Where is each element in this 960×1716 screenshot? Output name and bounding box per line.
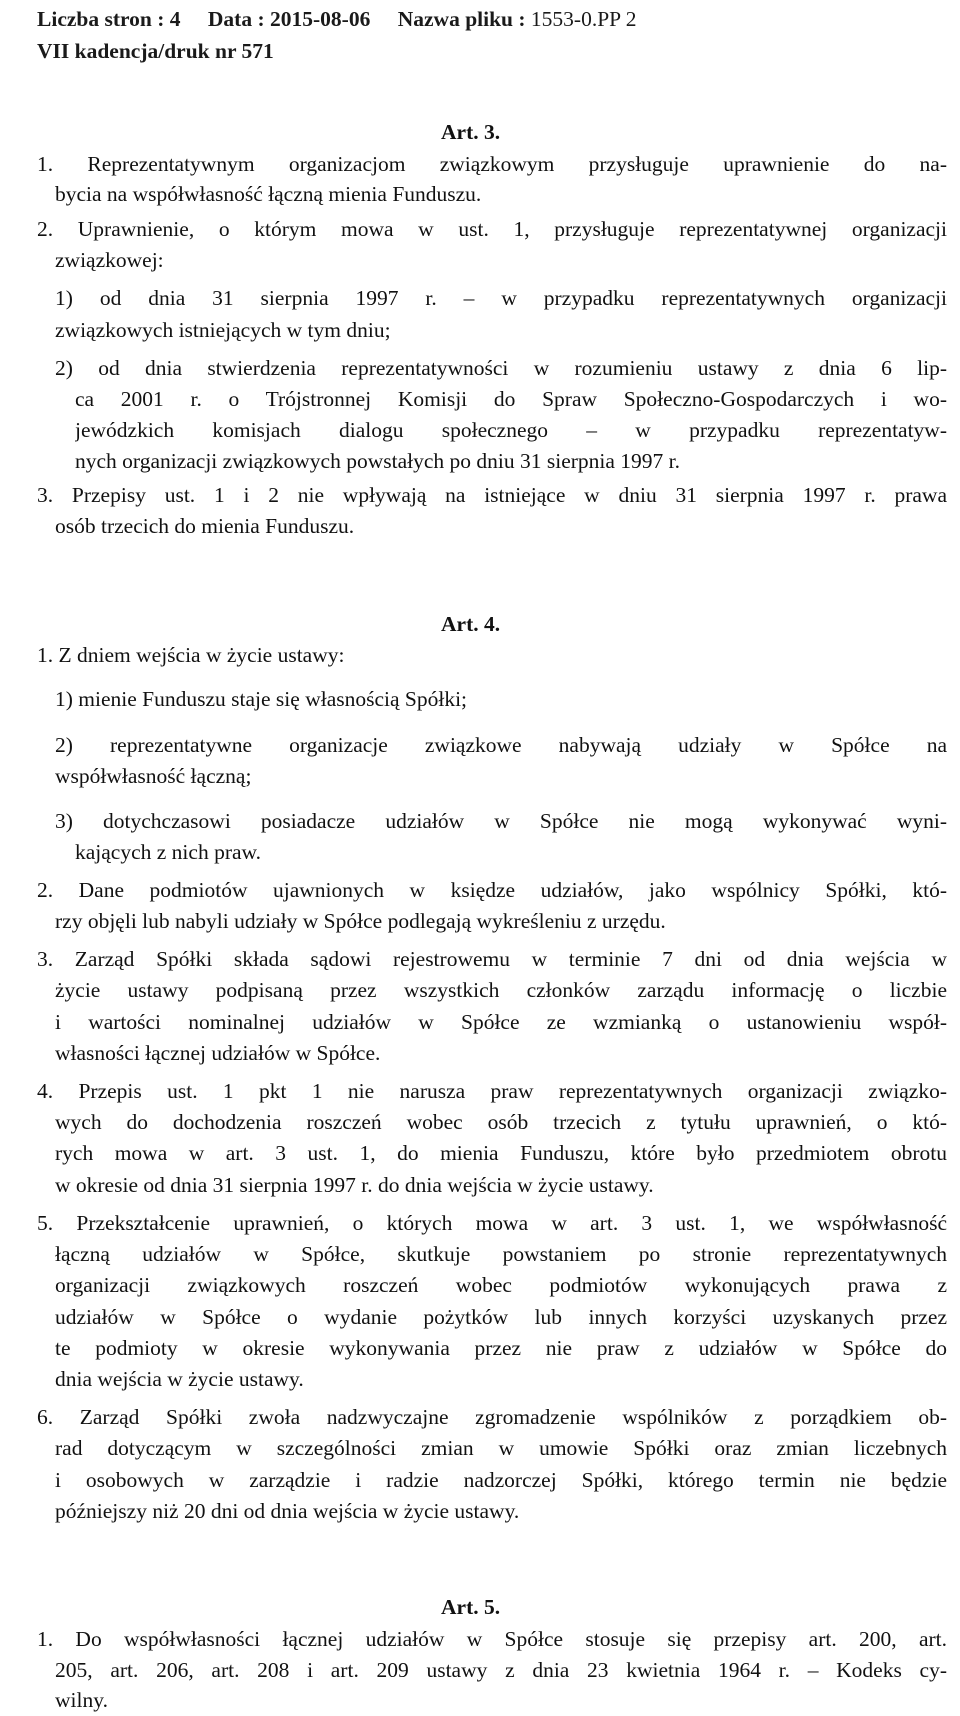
file-label: Nazwa pliku : (397, 7, 526, 31)
header-line-1 (37, 3, 947, 35)
text-line: 2) od dnia stwierdzenia reprezentatywności w rozumieniu ustawy z dnia 6 lip- (55, 356, 947, 380)
text-line: 1) od dnia 31 sierpnia 1997 r. – w przypadku reprezentatywnych organizacji (55, 286, 947, 310)
text-line: kających z nich praw. (75, 840, 262, 864)
text-line: dnia wejścia w życie ustawy. (55, 1367, 304, 1391)
file-value: 1553-0.PP 2 (530, 7, 637, 31)
text-line: i wartości nominalnej udziałów w Spółce ze wzmianką o ustanowieniu współ- (55, 1010, 947, 1034)
text-line: 1) mienie Funduszu staje się własnością Spółki; (55, 687, 468, 711)
text-line: udziałów w Spółce o wydanie pożytków lub innych korzyści uzyskanych przez (55, 1305, 947, 1329)
text-line: 2. Dane podmiotów ujawnionych w księdze udziałów, jako wspólnicy Spółki, któ- (37, 878, 947, 902)
text-line: własności łącznej udziałów w Spółce. (55, 1041, 381, 1065)
article-5-title: Art. 5. (441, 1595, 501, 1619)
text-line: 1. Z dniem wejścia w życie ustawy: (37, 643, 345, 667)
article-3-title: Art. 3. (441, 120, 501, 144)
pages-label: Liczba stron : (37, 7, 165, 31)
text-line: 3. Przepisy ust. 1 i 2 nie wpływają na istniejące w dniu 31 sierpnia 1997 r. prawa (37, 483, 947, 507)
term-line: VII kadencja/druk nr 571 (37, 39, 274, 63)
text-line: związkowej: (55, 248, 164, 272)
text-line: 2) reprezentatywne organizacje związkowe nabywają udziały w Spółce na (55, 733, 947, 757)
text-line: życie ustawy podpisaną przez wszystkich członków zarządu informację o liczbie (55, 978, 947, 1002)
text-line: 4. Przepis ust. 1 pkt 1 nie narusza praw reprezentatywnych organizacji związko- (37, 1079, 947, 1103)
text-line: nych organizacji związkowych powstałych po dniu 31 sierpnia 1997 r. (75, 449, 681, 473)
text-line: w okresie od dnia 31 sierpnia 1997 r. do dnia wejścia w życie ustawy. (55, 1173, 654, 1197)
text-line: związkowych istniejących w tym dniu; (55, 318, 391, 342)
article-4-title: Art. 4. (441, 612, 501, 636)
text-line: łączną udziałów w Spółce, skutkuje powstaniem po stronie reprezentatywnych (55, 1242, 947, 1266)
date-value: 2015-08-06 (270, 7, 371, 31)
text-line: te podmioty w okresie wykonywania przez nie praw z udziałów w Spółce do (55, 1336, 947, 1360)
text-line: rad dotyczącym w szczególności zmian w umowie Spółki oraz zmian liczebnych (55, 1436, 947, 1460)
document-header (37, 3, 947, 67)
text-line: rych mowa w art. 3 ust. 1, do mienia Funduszu, które było przedmiotem obrotu (55, 1141, 947, 1165)
text-line: późniejszy niż 20 dni od dnia wejścia w życie ustawy. (55, 1499, 520, 1523)
text-line: ca 2001 r. o Trójstronnej Komisji do Spraw Społeczno-Gospodarczych i wo- (75, 387, 947, 411)
text-line: organizacji związkowych roszczeń wobec podmiotów wykonujących prawa z (55, 1273, 947, 1297)
text-line: 1. Reprezentatywnym organizacjom związkowym przysługuje uprawnienie do na- (37, 152, 947, 176)
text-line: jewódzkich komisjach dialogu społecznego – w przypadku reprezentatyw- (75, 418, 947, 442)
text-line: 3) dotychczasowi posiadacze udziałów w Spółce nie mogą wykonywać wyni- (55, 809, 947, 833)
text-line: 2. Uprawnienie, o którym mowa w ust. 1, przysługuje reprezentatywnej organizacji (37, 217, 947, 241)
text-line: 3. Zarząd Spółki składa sądowi rejestrowemu w terminie 7 dni od dnia wejścia w (37, 947, 947, 971)
text-line: osób trzecich do mienia Funduszu. (55, 514, 355, 538)
text-line: 205, art. 206, art. 208 i art. 209 ustawy z dnia 23 kwietnia 1964 r. – Kodeks cy- (55, 1658, 947, 1682)
date-label: Data : (207, 7, 265, 31)
text-line: wilny. (55, 1688, 108, 1712)
text-line: i osobowych w zarządzie i radzie nadzorczej Spółki, którego termin nie będzie (55, 1468, 947, 1492)
pages-value: 4 (169, 7, 181, 31)
text-line: 1. Do współwłasności łącznej udziałów w Spółce stosuje się przepisy art. 200, art. (37, 1627, 947, 1651)
text-line: 5. Przekształcenie uprawnień, o których mowa w art. 3 ust. 1, we współwłasność (37, 1211, 947, 1235)
text-line: rzy objęli lub nabyli udziały w Spółce podlegają wykreśleniu z urzędu. (55, 909, 666, 933)
text-line: współwłasność łączną; (55, 764, 252, 788)
text-line: 6. Zarząd Spółki zwoła nadzwyczajne zgromadzenie wspólników z porządkiem ob- (37, 1405, 947, 1429)
text-line: bycia na współwłasność łączną mienia Funduszu. (55, 182, 482, 206)
text-line: wych do dochodzenia roszczeń wobec osób trzecich z tytułu uprawnień, o któ- (55, 1110, 947, 1134)
